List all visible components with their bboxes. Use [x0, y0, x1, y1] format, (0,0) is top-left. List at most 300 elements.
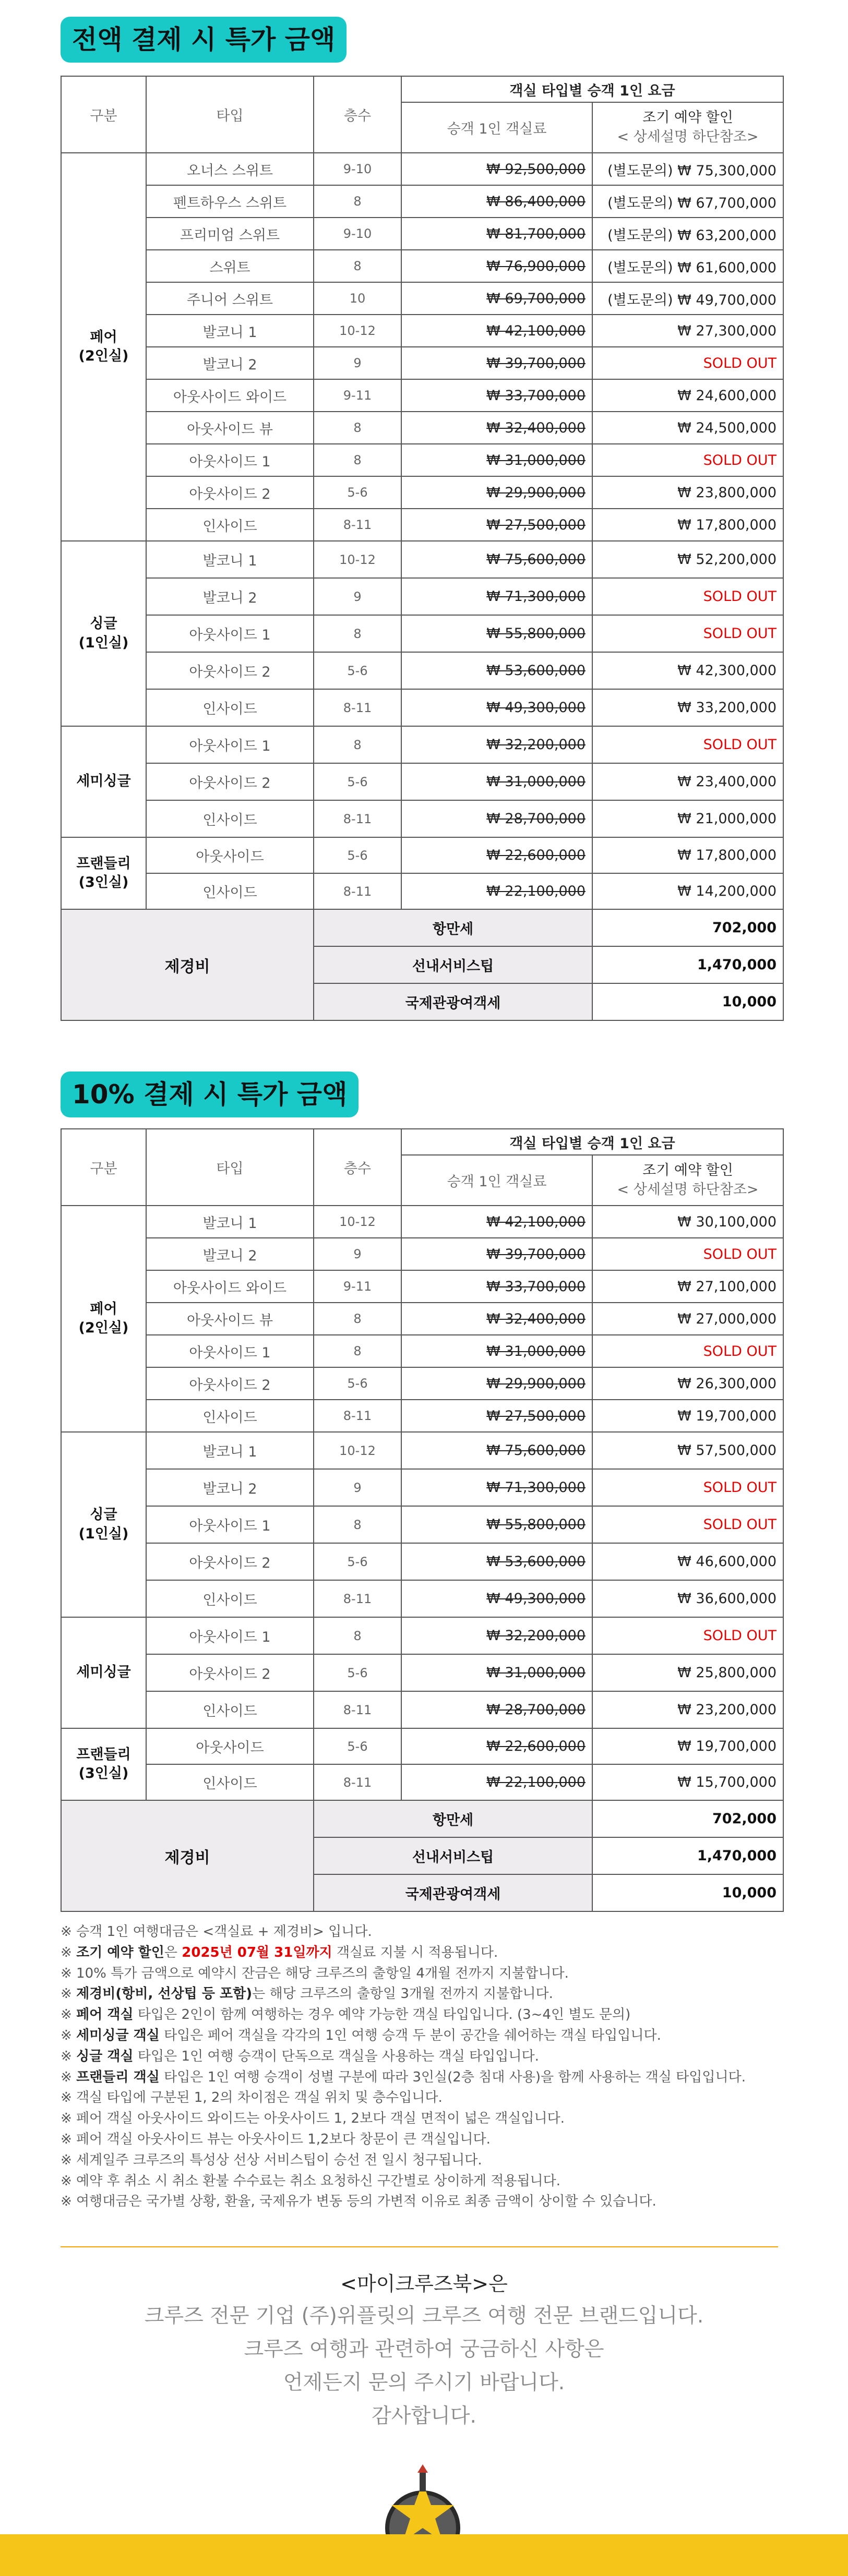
- room-floor: 8: [314, 615, 401, 652]
- fee-name: 국제관광여객세: [314, 1874, 592, 1911]
- fee-name: 국제관광여객세: [314, 983, 592, 1020]
- room-floor: 8-11: [314, 1691, 401, 1728]
- discount-price: ₩ 42,300,000: [592, 652, 783, 689]
- table-row: [61, 726, 783, 763]
- room-floor: 8: [314, 444, 401, 476]
- note-deadline: 2025년 07월 31일까지: [182, 1944, 332, 1960]
- room-type: 아웃사이드 와이드: [146, 379, 314, 412]
- table-row: [61, 689, 783, 726]
- room-floor: 9: [314, 578, 401, 615]
- header-early-line1: 조기 예약 할인: [642, 110, 733, 126]
- original-price: ₩ 28,700,000: [401, 800, 592, 837]
- discount-price: ₩ 23,400,000: [592, 763, 783, 800]
- category-name: 페어: [90, 329, 117, 345]
- discount-price: ₩ 24,600,000: [592, 379, 783, 412]
- room-type: 아웃사이드 1: [146, 1506, 314, 1543]
- note-text: 타입은 2인이 함께 여행하는 경우 예약 가능한 객실 타입입니다. (3~4인 별도 문의): [133, 2007, 631, 2023]
- original-price: ₩ 42,100,000: [401, 315, 592, 347]
- room-floor: 10: [314, 282, 401, 315]
- room-type: 아웃사이드 1: [146, 615, 314, 652]
- sold-out-badge: SOLD OUT: [592, 1238, 783, 1270]
- category-cell: [61, 1728, 146, 1800]
- table-row: [61, 412, 783, 444]
- header-early-line2: < 상세설명 하단참조>: [617, 128, 759, 145]
- room-type: 주니어 스위트: [146, 282, 314, 315]
- note-emphasis: 조기 예약 할인: [76, 1944, 164, 1960]
- room-type: 발코니 1: [146, 1206, 314, 1238]
- brand-line: 크루즈 여행과 관련하여 궁금하신 사항은: [244, 2338, 604, 2361]
- room-floor: 9-11: [314, 1270, 401, 1303]
- room-type: 발코니 2: [146, 347, 314, 379]
- room-type: 인사이드: [146, 1691, 314, 1728]
- header-early-line2: < 상세설명 하단참조>: [617, 1181, 759, 1198]
- table-row: [61, 837, 783, 873]
- note-text: 객실료 지불 시 적용됩니다.: [332, 1944, 498, 1960]
- note-item: [61, 2088, 791, 2109]
- original-price: ₩ 31,000,000: [401, 1654, 592, 1691]
- original-price: ₩ 53,600,000: [401, 1543, 592, 1580]
- category-capacity: (1인실): [78, 634, 129, 651]
- discount-price: ₩ 27,000,000: [592, 1303, 783, 1335]
- discount-price: ₩ 23,800,000: [592, 476, 783, 509]
- room-type: 아웃사이드 2: [146, 763, 314, 800]
- original-price: ₩ 86,400,000: [401, 185, 592, 218]
- sold-out-badge: SOLD OUT: [592, 1469, 783, 1506]
- discount-price: ₩ 52,200,000: [592, 541, 783, 578]
- note-text: ※ 여행대금은 국가별 상황, 환율, 국제유가 변동 등의 가변적 이유로 최종 금액이 상이할 수 있습니다.: [61, 2194, 656, 2210]
- room-type: 발코니 1: [146, 1432, 314, 1469]
- room-type: 오너스 스위트: [146, 153, 314, 185]
- note-text: ※: [61, 2007, 77, 2023]
- category-capacity: (1인실): [78, 1525, 129, 1542]
- note-item: [61, 2005, 791, 2026]
- header-base-fare: 승객 1인 객실료: [401, 1155, 592, 1206]
- fees-label: 제경비: [61, 909, 314, 1020]
- room-floor: 8-11: [314, 1764, 401, 1800]
- sold-out-badge: SOLD OUT: [592, 1617, 783, 1654]
- fee-name: 선내서비스팁: [314, 1837, 592, 1874]
- room-floor: 10-12: [314, 541, 401, 578]
- fee-row: [61, 1800, 783, 1837]
- fee-value: 702,000: [592, 909, 783, 946]
- table-row: [61, 1654, 783, 1691]
- original-price: ₩ 39,700,000: [401, 347, 592, 379]
- note-text: 타입은 페어 객실을 각각의 1인 여행 승객 두 분이 공간을 쉐어하는 객실 타입입니다.: [159, 2027, 661, 2043]
- note-text: ※ 페어 객실 아웃사이드 뷰는 아웃사이드 1,2보다 창문이 큰 객실입니다.: [61, 2131, 491, 2147]
- notes-list: [61, 1922, 791, 2212]
- note-item: [61, 2109, 791, 2129]
- note-text: 은: [164, 1944, 182, 1960]
- category-cell: [61, 541, 146, 726]
- fee-row: [61, 909, 783, 946]
- header-group: 객실 타입별 승객 1인 요금: [401, 1129, 783, 1155]
- original-price: ₩ 39,700,000: [401, 1238, 592, 1270]
- category-cell: [61, 837, 146, 909]
- original-price: ₩ 31,000,000: [401, 763, 592, 800]
- room-type: 인사이드: [146, 1764, 314, 1800]
- price-table-full: [61, 76, 784, 1021]
- sold-out-badge: SOLD OUT: [592, 578, 783, 615]
- note-text: 는 해당 크루즈의 출항일 3개월 전까지 지불합니다.: [252, 1986, 553, 2002]
- note-text: ※ 페어 객실 아웃사이드 와이드는 아웃사이드 1, 2보다 객실 면적이 넓은 객실입니다.: [61, 2111, 565, 2127]
- divider: [61, 2246, 778, 2247]
- original-price: ₩ 55,800,000: [401, 615, 592, 652]
- note-text: ※: [61, 2069, 77, 2085]
- room-floor: 9-11: [314, 379, 401, 412]
- note-text: ※ 승객 1인 여행대금은 <객실료 + 제경비> 입니다.: [61, 1924, 372, 1940]
- room-floor: 8: [314, 1617, 401, 1654]
- section2-title: 10% 결제 시 특가 금액: [61, 1072, 359, 1117]
- table-row: [61, 615, 783, 652]
- original-price: ₩ 27,500,000: [401, 509, 592, 541]
- note-text: 타입은 1인 여행 승객이 성별 구분에 따라 3인실(2층 침대 사용)을 함께 사용하는 객실 타입입니다.: [159, 2069, 746, 2085]
- room-type: 발코니 2: [146, 578, 314, 615]
- table-row: [61, 1367, 783, 1400]
- original-price: ₩ 32,400,000: [401, 1303, 592, 1335]
- original-price: ₩ 31,000,000: [401, 444, 592, 476]
- discount-price: ₩ 19,700,000: [592, 1728, 783, 1764]
- room-type: 아웃사이드 뷰: [146, 1303, 314, 1335]
- original-price: ₩ 32,200,000: [401, 726, 592, 763]
- original-price: ₩ 55,800,000: [401, 1506, 592, 1543]
- discount-price: (별도문의) ₩ 49,700,000: [592, 282, 783, 315]
- original-price: ₩ 29,900,000: [401, 1367, 592, 1400]
- note-text: ※: [61, 1986, 77, 2002]
- note-item: [61, 2171, 791, 2192]
- header-early-discount: [592, 102, 783, 153]
- original-price: ₩ 22,100,000: [401, 873, 592, 909]
- original-price: ₩ 29,900,000: [401, 476, 592, 509]
- table-row: [61, 444, 783, 476]
- table-row: [61, 763, 783, 800]
- fee-value: 702,000: [592, 1800, 783, 1837]
- room-floor: 8: [314, 185, 401, 218]
- table-row: [61, 379, 783, 412]
- fee-name: 선내서비스팁: [314, 946, 592, 983]
- header-early-line1: 조기 예약 할인: [642, 1162, 733, 1179]
- original-price: ₩ 53,600,000: [401, 652, 592, 689]
- table-row: [61, 541, 783, 578]
- table-row: [61, 1691, 783, 1728]
- room-floor: 5-6: [314, 837, 401, 873]
- discount-price: ₩ 26,300,000: [592, 1367, 783, 1400]
- table-row: [61, 1617, 783, 1654]
- room-type: 아웃사이드 2: [146, 652, 314, 689]
- table-row: [61, 1580, 783, 1617]
- room-floor: 9: [314, 347, 401, 379]
- note-item: [61, 1984, 791, 2005]
- table-row: [61, 218, 783, 250]
- fee-value: 10,000: [592, 1874, 783, 1911]
- table-row: [61, 800, 783, 837]
- table-row: [61, 250, 783, 282]
- note-text: ※: [61, 1944, 77, 1960]
- note-item: [61, 1922, 791, 1943]
- table-row: [61, 873, 783, 909]
- room-floor: 5-6: [314, 1367, 401, 1400]
- brand-line: 크루즈 전문 기업 (주)위플릿의 크루즈 여행 전문 브랜드입니다.: [144, 2304, 704, 2328]
- room-type: 인사이드: [146, 800, 314, 837]
- discount-price: (별도문의) ₩ 67,700,000: [592, 185, 783, 218]
- note-emphasis: 세미싱글 객실: [76, 2027, 160, 2043]
- room-type: 발코니 1: [146, 541, 314, 578]
- room-floor: 8-11: [314, 1580, 401, 1617]
- original-price: ₩ 81,700,000: [401, 218, 592, 250]
- category-name: 싱글: [90, 1507, 117, 1523]
- room-type: 인사이드: [146, 689, 314, 726]
- note-item: [61, 2026, 791, 2047]
- room-type: 아웃사이드: [146, 1728, 314, 1764]
- original-price: ₩ 42,100,000: [401, 1206, 592, 1238]
- room-type: 아웃사이드 2: [146, 1543, 314, 1580]
- original-price: ₩ 75,600,000: [401, 1432, 592, 1469]
- table-row: [61, 185, 783, 218]
- note-text: ※ 세계일주 크루즈의 특성상 선상 서비스팁이 승선 전 일시 청구됩니다.: [61, 2152, 482, 2168]
- room-floor: 8-11: [314, 873, 401, 909]
- room-type: 아웃사이드 2: [146, 1654, 314, 1691]
- discount-price: ₩ 27,100,000: [592, 1270, 783, 1303]
- room-floor: 5-6: [314, 763, 401, 800]
- table-row: [61, 1206, 783, 1238]
- discount-price: ₩ 27,300,000: [592, 315, 783, 347]
- room-type: 발코니 2: [146, 1469, 314, 1506]
- room-floor: 8-11: [314, 509, 401, 541]
- room-floor: 9-10: [314, 153, 401, 185]
- room-type: 스위트: [146, 250, 314, 282]
- room-type: 아웃사이드 1: [146, 444, 314, 476]
- note-item: [61, 2192, 791, 2212]
- original-price: ₩ 71,300,000: [401, 578, 592, 615]
- original-price: ₩ 75,600,000: [401, 541, 592, 578]
- room-floor: 5-6: [314, 1654, 401, 1691]
- header-group: 객실 타입별 승객 1인 요금: [401, 76, 783, 102]
- room-floor: 10-12: [314, 315, 401, 347]
- price-table-10pct: [61, 1128, 784, 1912]
- original-price: ₩ 69,700,000: [401, 282, 592, 315]
- room-floor: 9: [314, 1238, 401, 1270]
- room-floor: 5-6: [314, 652, 401, 689]
- discount-price: (별도문의) ₩ 75,300,000: [592, 153, 783, 185]
- table-row: [61, 315, 783, 347]
- table-row: [61, 282, 783, 315]
- note-emphasis: 제경비(항비, 선상팁 등 포함): [76, 1986, 253, 2002]
- room-floor: 8-11: [314, 800, 401, 837]
- category-name: 세미싱글: [76, 773, 131, 790]
- discount-price: ₩ 33,200,000: [592, 689, 783, 726]
- room-floor: 8: [314, 1303, 401, 1335]
- original-price: ₩ 33,700,000: [401, 379, 592, 412]
- table-row: [61, 1764, 783, 1800]
- category-name: 프랜들리: [76, 855, 131, 872]
- sold-out-badge: SOLD OUT: [592, 726, 783, 763]
- room-type: 아웃사이드 2: [146, 1367, 314, 1400]
- room-type: 아웃사이드 뷰: [146, 412, 314, 444]
- table-row: [61, 476, 783, 509]
- discount-price: ₩ 46,600,000: [592, 1543, 783, 1580]
- room-type: 인사이드: [146, 1580, 314, 1617]
- sold-out-badge: SOLD OUT: [592, 1506, 783, 1543]
- brand-text: [0, 2300, 848, 2433]
- room-floor: 10-12: [314, 1432, 401, 1469]
- discount-price: (별도문의) ₩ 63,200,000: [592, 218, 783, 250]
- table-row: [61, 509, 783, 541]
- original-price: ₩ 27,500,000: [401, 1400, 592, 1432]
- table-row: [61, 1543, 783, 1580]
- note-item: [61, 2067, 791, 2088]
- table-row: [61, 1335, 783, 1367]
- original-price: ₩ 22,600,000: [401, 837, 592, 873]
- header-floor: 층수: [314, 76, 401, 153]
- category-cell: [61, 153, 146, 541]
- discount-price: ₩ 17,800,000: [592, 837, 783, 873]
- room-floor: 8: [314, 726, 401, 763]
- room-type: 발코니 2: [146, 1238, 314, 1270]
- table-row: [61, 1432, 783, 1469]
- room-type: 펜트하우스 스위트: [146, 185, 314, 218]
- original-price: ₩ 49,300,000: [401, 1580, 592, 1617]
- room-type: 아웃사이드: [146, 837, 314, 873]
- note-text: ※: [61, 2027, 77, 2043]
- note-item: [61, 2047, 791, 2067]
- discount-price: ₩ 15,700,000: [592, 1764, 783, 1800]
- original-price: ₩ 32,200,000: [401, 1617, 592, 1654]
- category-name: 페어: [90, 1301, 117, 1317]
- room-type: 인사이드: [146, 509, 314, 541]
- category-capacity: (2인실): [78, 1320, 129, 1336]
- room-floor: 8-11: [314, 689, 401, 726]
- table-row: [61, 1303, 783, 1335]
- original-price: ₩ 32,400,000: [401, 412, 592, 444]
- sold-out-badge: SOLD OUT: [592, 444, 783, 476]
- room-floor: 10-12: [314, 1206, 401, 1238]
- original-price: ₩ 49,300,000: [401, 689, 592, 726]
- header-floor: 층수: [314, 1129, 401, 1206]
- bottom-bar: [0, 2534, 848, 2576]
- fee-name: 항만세: [314, 1800, 592, 1837]
- category-name: 프랜들리: [76, 1746, 131, 1763]
- table-row: [61, 1469, 783, 1506]
- table-row: [61, 1400, 783, 1432]
- category-cell: [61, 726, 146, 837]
- original-price: ₩ 76,900,000: [401, 250, 592, 282]
- original-price: ₩ 28,700,000: [401, 1691, 592, 1728]
- category-capacity: (3인실): [78, 874, 129, 890]
- table-row: [61, 347, 783, 379]
- original-price: ₩ 22,600,000: [401, 1728, 592, 1764]
- original-price: ₩ 31,000,000: [401, 1335, 592, 1367]
- room-floor: 9-10: [314, 218, 401, 250]
- sold-out-badge: SOLD OUT: [592, 347, 783, 379]
- category-cell: [61, 1432, 146, 1617]
- section1-title: 전액 결제 시 특가 금액: [61, 17, 347, 63]
- header-early-discount: [592, 1155, 783, 1206]
- discount-price: ₩ 30,100,000: [592, 1206, 783, 1238]
- fees-label: 제경비: [61, 1800, 314, 1911]
- room-type: 프리미엄 스위트: [146, 218, 314, 250]
- sold-out-badge: SOLD OUT: [592, 615, 783, 652]
- note-item: [61, 2150, 791, 2171]
- discount-price: ₩ 23,200,000: [592, 1691, 783, 1728]
- discount-price: ₩ 21,000,000: [592, 800, 783, 837]
- note-text: ※ 10% 특가 금액으로 예약시 잔금은 해당 크루즈의 출항일 4개월 전까지 지불합니다.: [61, 1965, 569, 1981]
- fee-value: 10,000: [592, 983, 783, 1020]
- original-price: ₩ 22,100,000: [401, 1764, 592, 1800]
- fee-value: 1,470,000: [592, 946, 783, 983]
- brand-line: 언제든지 문의 주시기 바랍니다.: [283, 2371, 565, 2394]
- note-item: [61, 1943, 791, 1964]
- room-type: 아웃사이드 와이드: [146, 1270, 314, 1303]
- room-floor: 9: [314, 1469, 401, 1506]
- original-price: ₩ 71,300,000: [401, 1469, 592, 1506]
- table-row: [61, 1506, 783, 1543]
- room-type: 아웃사이드 1: [146, 1617, 314, 1654]
- discount-price: ₩ 14,200,000: [592, 873, 783, 909]
- note-emphasis: 페어 객실: [76, 2007, 134, 2023]
- original-price: ₩ 92,500,000: [401, 153, 592, 185]
- table-row: [61, 1728, 783, 1764]
- fee-value: 1,470,000: [592, 1837, 783, 1874]
- table-row: [61, 652, 783, 689]
- category-capacity: (2인실): [78, 348, 129, 364]
- category-capacity: (3인실): [78, 1765, 129, 1781]
- table-row: [61, 578, 783, 615]
- table-row: [61, 1270, 783, 1303]
- note-emphasis: 프랜들리 객실: [76, 2069, 160, 2085]
- note-text: 타입은 1인 여행 승객이 단독으로 객실을 사용하는 객실 타입입니다.: [133, 2048, 539, 2064]
- room-type: 아웃사이드 2: [146, 476, 314, 509]
- category-cell: [61, 1617, 146, 1728]
- header-category: 구분: [61, 1129, 146, 1206]
- note-text: ※ 예약 후 취소 시 취소 환불 수수료는 취소 요청하신 구간별로 상이하게 적용됩니다.: [61, 2173, 561, 2189]
- room-type: 아웃사이드 1: [146, 726, 314, 763]
- room-type: 발코니 1: [146, 315, 314, 347]
- header-base-fare: 승객 1인 객실료: [401, 102, 592, 153]
- room-type: 인사이드: [146, 873, 314, 909]
- discount-price: ₩ 36,600,000: [592, 1580, 783, 1617]
- room-floor: 8: [314, 1335, 401, 1367]
- room-floor: 5-6: [314, 1543, 401, 1580]
- room-type: 인사이드: [146, 1400, 314, 1432]
- room-floor: 8-11: [314, 1400, 401, 1432]
- discount-price: ₩ 57,500,000: [592, 1432, 783, 1469]
- note-text: ※: [61, 2048, 77, 2064]
- category-name: 싱글: [90, 616, 117, 632]
- header-type: 타입: [146, 1129, 314, 1206]
- table-row: [61, 1238, 783, 1270]
- discount-price: ₩ 19,700,000: [592, 1400, 783, 1432]
- fee-name: 항만세: [314, 909, 592, 946]
- note-emphasis: 싱글 객실: [76, 2048, 134, 2064]
- header-category: 구분: [61, 76, 146, 153]
- category-name: 세미싱글: [76, 1664, 131, 1681]
- discount-price: ₩ 24,500,000: [592, 412, 783, 444]
- brand-line: 감사합니다.: [372, 2404, 476, 2428]
- room-floor: 5-6: [314, 476, 401, 509]
- room-type: 아웃사이드 1: [146, 1335, 314, 1367]
- category-cell: [61, 1206, 146, 1432]
- table-row: [61, 153, 783, 185]
- room-floor: 5-6: [314, 1728, 401, 1764]
- room-floor: 8: [314, 1506, 401, 1543]
- discount-price: (별도문의) ₩ 61,600,000: [592, 250, 783, 282]
- discount-price: ₩ 25,800,000: [592, 1654, 783, 1691]
- brand-title: <마이크루즈북>은: [340, 2272, 508, 2295]
- sold-out-badge: SOLD OUT: [592, 1335, 783, 1367]
- note-item: [61, 1964, 791, 1984]
- discount-price: ₩ 17,800,000: [592, 509, 783, 541]
- note-text: ※ 객실 타입에 구분된 1, 2의 차이점은 객실 위치 및 층수입니다.: [61, 2090, 443, 2106]
- note-item: [61, 2129, 791, 2150]
